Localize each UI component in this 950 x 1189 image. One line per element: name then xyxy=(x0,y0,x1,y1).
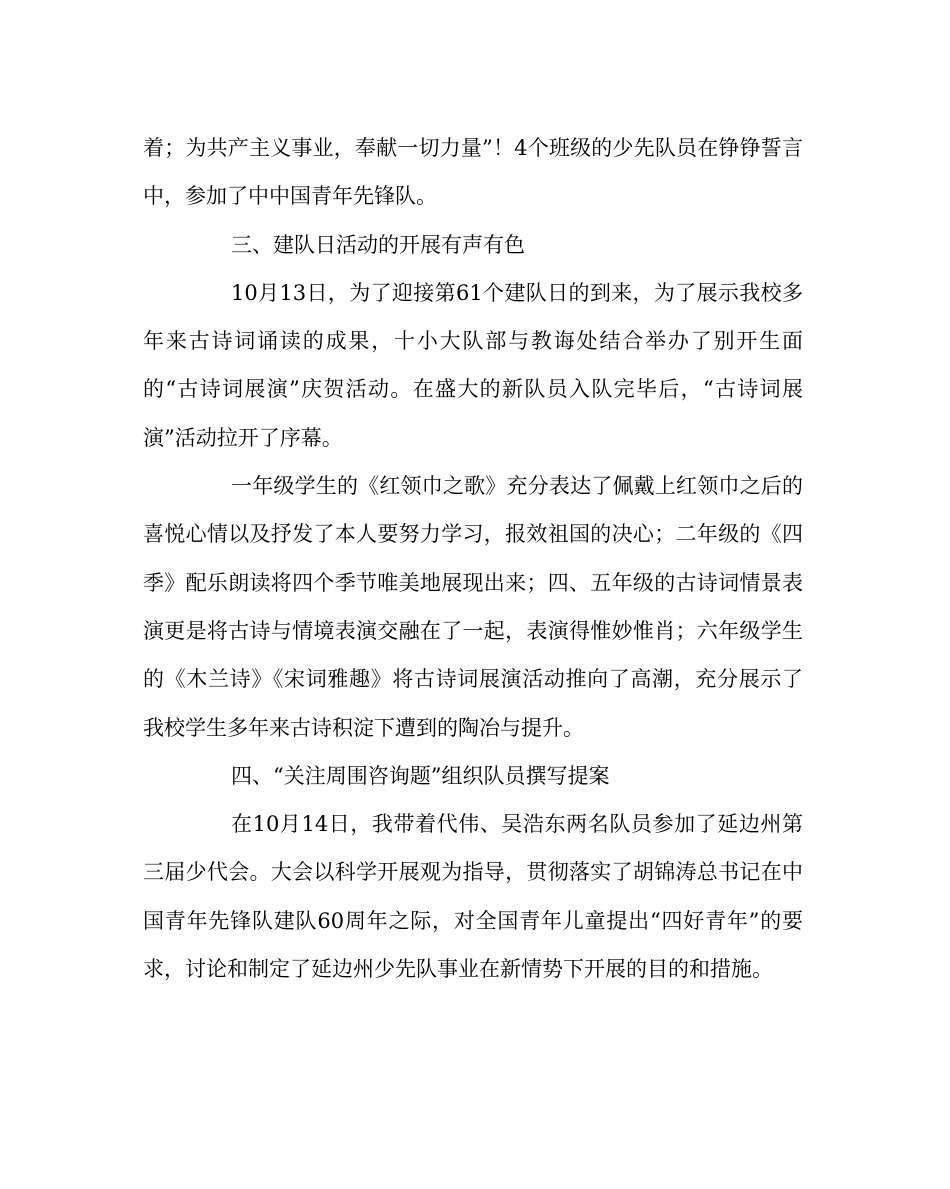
paragraph-continuation: 着；为共产主义事业，奉献一切力量”！4个班级的少先队员在铮铮誓言中，参加了中中国青年先锋队。 xyxy=(143,136,803,209)
section-heading-4: 四、“关注周围咨询题”组织队员撰写提案 xyxy=(231,763,610,788)
paragraph-performances: 一年级学生的《红领巾之歌》充分表达了佩戴上红领巾之后的喜悦心情以及抒发了本人要努力学习，报效祖国的决心；二年级的《四季》配乐朗读将四个季节唯美地展现出来；四、五年级的古诗词情景表演更是将古诗与情境表演交融在了一起，表演得惟妙惟肖；六年级学生的《木兰诗》《宋词雅趣》将古诗词展演活动推向了高潮，充分展示了我校学生多年来古诗积淀下遭到的陶冶与提升。 xyxy=(143,474,803,740)
paragraph-congress: 在10月14日，我带着代伟、吴浩东两名队员参加了延边州第三届少代会。大会以科学开展观为指导，贯彻落实了胡锦涛总书记在中国青年先锋队建队60周年之际，对全国青年儿童提出“四好青年”的要求，讨论和制定了延边州少先队事业在新情势下开展的目的和措施。 xyxy=(143,812,803,982)
paragraph-team-day: 10月13日，为了迎接第61个建队日的到来，为了展示我校多年来古诗词诵读的成果，十小大队部与教诲处结合举办了别开生面的“古诗词展演”庆贺活动。在盛大的新队员入队完毕后，“古诗词展演”活动拉开了序幕。 xyxy=(143,280,803,450)
document-body xyxy=(143,124,803,993)
section-heading-3: 三、建队日活动的开展有声有色 xyxy=(231,232,525,257)
